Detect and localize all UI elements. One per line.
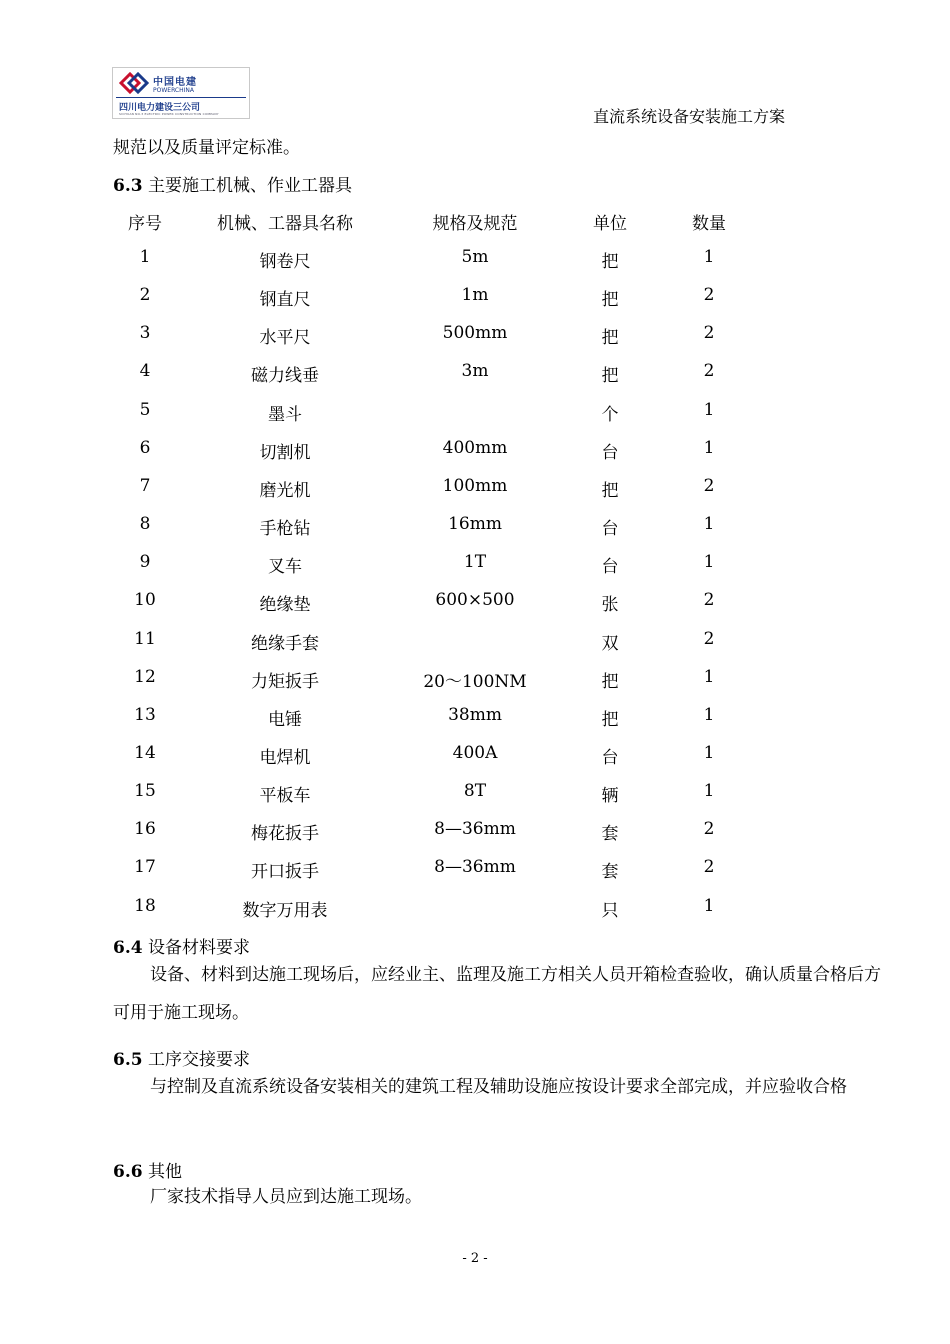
row-qty: 2	[703, 285, 715, 305]
row-spec: 600×500	[435, 590, 515, 610]
row-index: 7	[139, 476, 151, 496]
row-unit: 把	[601, 481, 619, 501]
row-qty: 1	[703, 781, 715, 801]
logo-en-text: POWERCHINA	[153, 87, 194, 94]
row-name: 磨光机	[259, 481, 311, 501]
row-qty: 1	[703, 705, 715, 725]
row-spec: 100mm	[442, 476, 508, 496]
intro-line: 规范以及质量评定标准。	[113, 138, 300, 158]
row-unit: 双	[601, 634, 619, 654]
row-spec: 5m	[461, 247, 489, 267]
row-qty: 1	[703, 400, 715, 420]
section-title: 主要施工机械、作业工器具	[142, 176, 352, 196]
row-index: 1	[139, 247, 151, 267]
row-index: 4	[139, 361, 151, 381]
row-unit: 把	[601, 672, 619, 692]
row-name: 电锤	[268, 710, 302, 730]
row-spec: 3m	[461, 361, 489, 381]
section-number: 6.5	[113, 1050, 143, 1070]
section-number: 6.6	[113, 1162, 143, 1182]
row-index: 18	[134, 896, 156, 916]
company-logo	[112, 67, 250, 119]
row-qty: 1	[703, 552, 715, 572]
row-name: 开口扳手	[251, 862, 319, 882]
row-spec: 8—36mm	[434, 857, 516, 877]
table-header-index: 序号	[128, 214, 162, 234]
table-header-spec: 规格及规范	[432, 214, 518, 234]
row-unit: 套	[601, 862, 619, 882]
section-6-6-heading	[113, 1157, 182, 1182]
row-qty: 1	[703, 896, 715, 916]
row-qty: 1	[703, 247, 715, 267]
row-unit: 把	[601, 252, 619, 272]
section-6-3-heading	[113, 171, 352, 196]
row-qty: 1	[703, 438, 715, 458]
row-unit: 个	[601, 405, 619, 425]
logo-company-name-en: SICHUAN NO.3 ELECTRIC POWER CONSTRUCTION COMPANY	[119, 112, 219, 116]
row-name: 手枪钻	[259, 519, 311, 539]
row-qty: 1	[703, 514, 715, 534]
row-index: 6	[139, 438, 151, 458]
section-title: 其他	[142, 1162, 182, 1182]
row-name: 钢卷尺	[259, 252, 311, 272]
row-name: 绝缘手套	[251, 634, 319, 654]
row-name: 叉车	[268, 557, 302, 577]
section-6-5-body: 与控制及直流系统设备安装相关的建筑工程及辅助设施应按设计要求全部完成，并应验收合格	[150, 1077, 847, 1097]
row-qty: 2	[703, 819, 715, 839]
row-spec: 16mm	[448, 514, 502, 534]
row-index: 8	[139, 514, 151, 534]
row-index: 2	[139, 285, 151, 305]
section-6-6-body: 厂家技术指导人员应到达施工现场。	[150, 1187, 422, 1207]
section-number: 6.4	[113, 938, 143, 958]
table-header-qty: 数量	[692, 214, 726, 234]
powerchina-logo-icon	[119, 72, 149, 94]
row-spec: 38mm	[448, 705, 502, 725]
row-spec: 8—36mm	[434, 819, 516, 839]
row-name: 墨斗	[268, 405, 302, 425]
row-name: 绝缘垫	[259, 595, 311, 615]
row-name: 梅花扳手	[251, 824, 319, 844]
row-spec: 8T	[463, 781, 487, 801]
row-spec: 400A	[452, 743, 498, 763]
logo-company-name: 四川电力建设三公司	[119, 103, 201, 113]
document-title: 直流系统设备安装施工方案	[593, 107, 786, 126]
row-qty: 2	[703, 476, 715, 496]
row-index: 17	[134, 857, 156, 877]
row-qty: 2	[703, 629, 715, 649]
row-name: 磁力线垂	[251, 366, 319, 386]
row-unit: 套	[601, 824, 619, 844]
row-name: 切割机	[259, 443, 311, 463]
row-name: 平板车	[259, 786, 311, 806]
row-name: 电焊机	[259, 748, 311, 768]
row-unit: 把	[601, 290, 619, 310]
section-title: 设备材料要求	[142, 938, 250, 958]
row-unit: 台	[601, 557, 619, 577]
logo-cn-text: 中国电建	[153, 77, 197, 88]
row-index: 9	[139, 552, 151, 572]
row-qty: 1	[703, 743, 715, 763]
row-spec: 1T	[463, 552, 487, 572]
row-name: 钢直尺	[259, 290, 311, 310]
row-qty: 2	[703, 857, 715, 877]
row-qty: 2	[703, 590, 715, 610]
row-unit: 把	[601, 366, 619, 386]
row-spec: 500mm	[442, 323, 508, 343]
row-qty: 2	[703, 361, 715, 381]
row-unit: 只	[601, 901, 619, 921]
row-unit: 把	[601, 710, 619, 730]
row-unit: 辆	[601, 786, 619, 806]
row-name: 水平尺	[259, 328, 311, 348]
row-index: 15	[134, 781, 156, 801]
row-index: 13	[134, 705, 156, 725]
row-unit: 把	[601, 328, 619, 348]
row-unit: 台	[601, 443, 619, 463]
row-index: 11	[134, 629, 156, 649]
logo-divider	[116, 97, 246, 98]
row-qty: 1	[703, 667, 715, 687]
row-index: 16	[134, 819, 156, 839]
row-unit: 张	[601, 595, 619, 615]
row-spec: 1m	[461, 285, 489, 305]
row-index: 12	[134, 667, 156, 687]
section-6-4-body: 设备、材料到达施工现场后，应经业主、监理及施工方相关人员开箱检查验收，确认质量合格后方可用于施工现场。	[113, 965, 881, 1023]
row-qty: 2	[703, 323, 715, 343]
section-number: 6.3	[113, 176, 143, 196]
section-title: 工序交接要求	[142, 1050, 250, 1070]
section-6-4-heading	[113, 933, 250, 958]
table-header-unit: 单位	[593, 214, 627, 234]
row-index: 10	[134, 590, 156, 610]
row-name: 数字万用表	[242, 901, 328, 921]
row-index: 14	[134, 743, 156, 763]
row-spec: 400mm	[442, 438, 508, 458]
row-unit: 台	[601, 519, 619, 539]
row-name: 力矩扳手	[251, 672, 319, 692]
row-spec: 20～100NM	[423, 672, 527, 692]
page-number: - 2 -	[462, 1251, 488, 1266]
section-6-5-heading	[113, 1045, 250, 1070]
row-unit: 台	[601, 748, 619, 768]
table-header-name: 机械、工器具名称	[217, 214, 353, 234]
row-index: 3	[139, 323, 151, 343]
row-index: 5	[139, 400, 151, 420]
